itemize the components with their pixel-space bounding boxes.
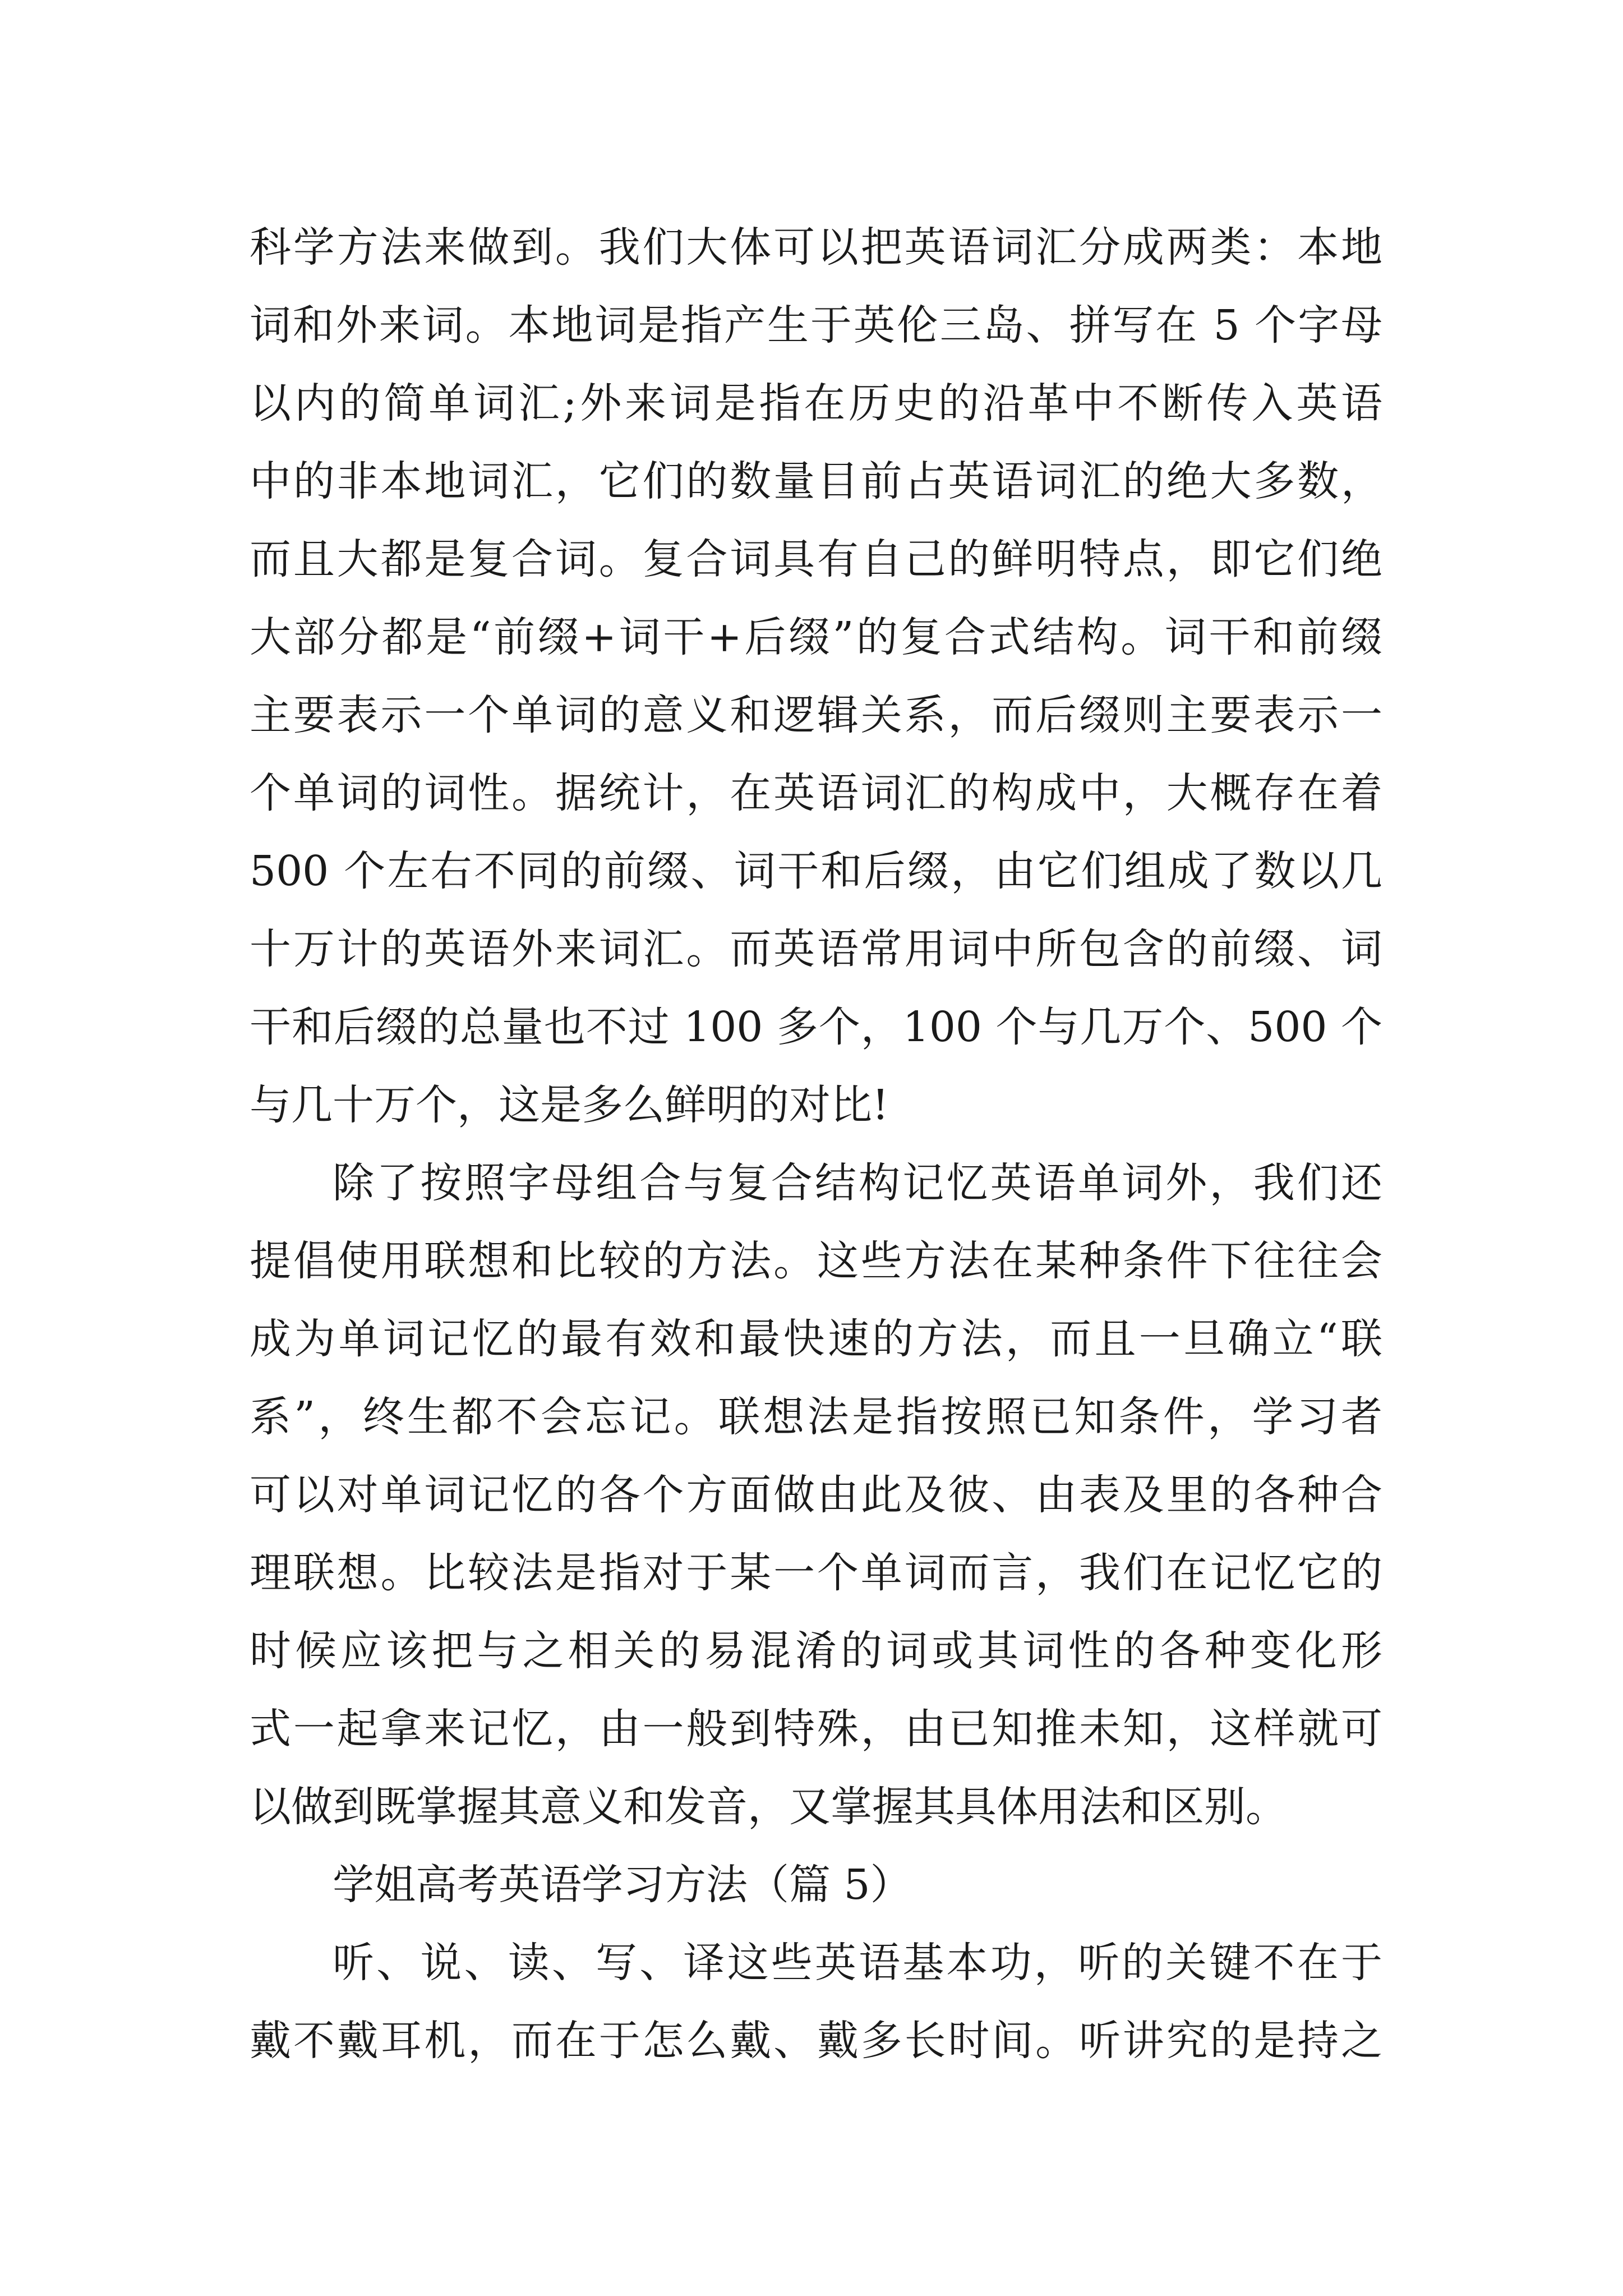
text-line: 理联想。比较法是指对于某一个单词而言，我们在记忆它的: [250, 1549, 1382, 1597]
text-line: 干和后缀的总量也不过 100 多个，100 个与几万个、500 个: [250, 1003, 1382, 1051]
text-line: 而且大都是复合词。复合词具有自己的鲜明特点，即它们绝: [250, 535, 1382, 583]
paragraph-first-line: 学姐高考英语学习方法（篇 5）: [333, 1861, 912, 1909]
text-line: 以内的简单词汇;外来词是指在历史的沿革中不断传入英语: [250, 379, 1382, 427]
body-text: [250, 209, 1382, 2080]
text-line: 以做到既掌握其意义和发音，又掌握其具体用法和区别。: [250, 1783, 1287, 1831]
text-line: 十万计的英语外来词汇。而英语常用词中所包含的前缀、词: [250, 925, 1382, 973]
text-line: 个单词的词性。据统计，在英语词汇的构成中，大概存在着: [250, 769, 1382, 817]
text-line: 与几十万个，这是多么鲜明的对比!: [250, 1081, 889, 1129]
text-line: 时候应该把与之相关的易混淆的词或其词性的各种变化形: [250, 1627, 1382, 1675]
text-line: 式一起拿来记忆，由一般到特殊，由已知推未知，这样就可: [250, 1705, 1382, 1753]
paragraph-first-line: 除了按照字母组合与复合结构记忆英语单词外，我们还: [333, 1159, 1382, 1207]
text-line: 主要表示一个单词的意义和逻辑关系，而后缀则主要表示一: [250, 691, 1382, 739]
text-line: 科学方法来做到。我们大体可以把英语词汇分成两类：本地: [250, 223, 1382, 272]
text-line: 中的非本地词汇，它们的数量目前占英语词汇的绝大多数，: [250, 457, 1382, 505]
text-line: 系”，终生都不会忘记。联想法是指按照已知条件，学习者: [250, 1393, 1382, 1441]
text-line: 提倡使用联想和比较的方法。这些方法在某种条件下往往会: [250, 1237, 1382, 1285]
text-line: 大部分都是“前缀+词干+后缀”的复合式结构。词干和前缀: [250, 613, 1382, 661]
text-line: 词和外来词。本地词是指产生于英伦三岛、拼写在 5 个字母: [250, 301, 1382, 349]
text-line: 戴不戴耳机，而在于怎么戴、戴多长时间。听讲究的是持之: [250, 2017, 1382, 2065]
paragraph-first-line: 听、说、读、写、译这些英语基本功，听的关键不在于: [333, 1939, 1382, 1987]
text-line: 成为单词记忆的最有效和最快速的方法，而且一旦确立“联: [250, 1315, 1382, 1363]
text-line: 可以对单词记忆的各个方面做由此及彼、由表及里的各种合: [250, 1471, 1382, 1519]
text-line: 500 个左右不同的前缀、词干和后缀，由它们组成了数以几: [250, 847, 1382, 895]
